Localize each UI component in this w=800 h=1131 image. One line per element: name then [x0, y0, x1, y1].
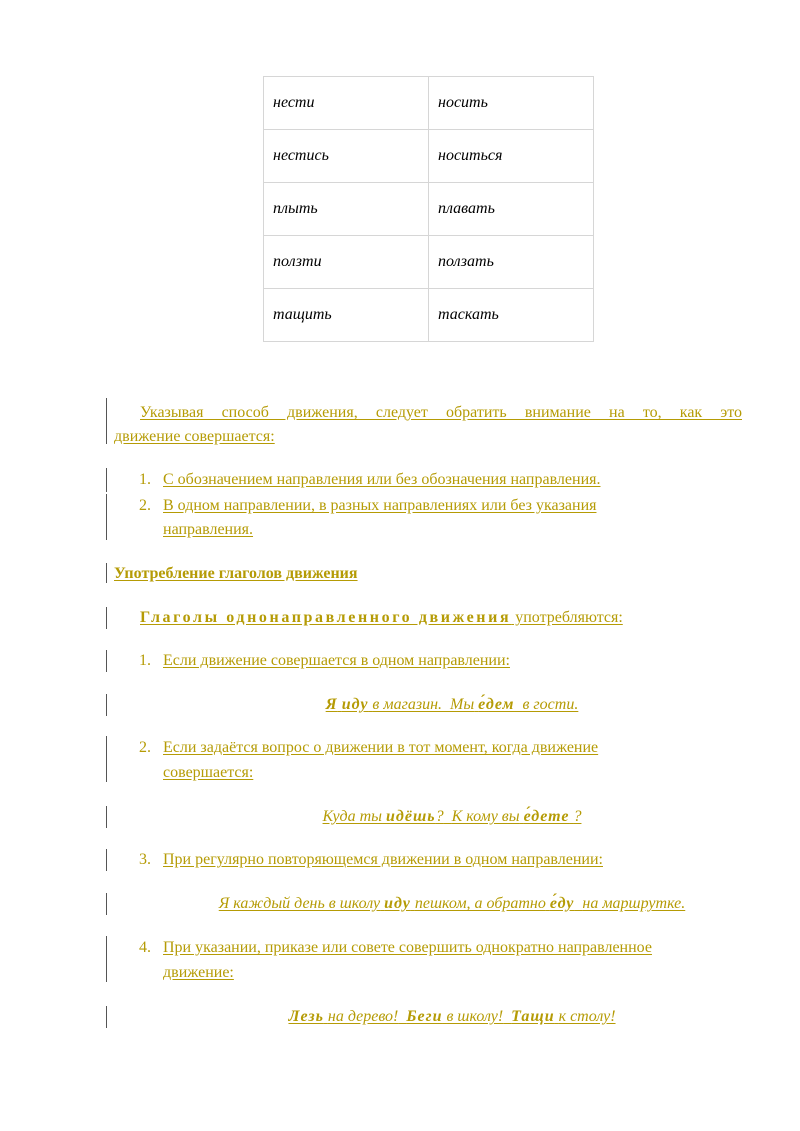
- example-verb: е́ду: [549, 895, 575, 912]
- example-verb: е́дете: [523, 808, 570, 825]
- rule-text: движение:: [163, 964, 234, 981]
- example-sentence: [114, 895, 790, 913]
- example-part: в магазин.: [372, 696, 442, 713]
- example-part: к столу!: [558, 1008, 616, 1025]
- example-part: пешком, а обратно: [414, 895, 546, 912]
- change-bar: [106, 1006, 107, 1028]
- example-part: Я: [325, 696, 338, 713]
- table-cell: нестись: [264, 130, 429, 183]
- table-row: [264, 183, 594, 236]
- list-number: 2.: [139, 739, 151, 756]
- example-verb: иду: [384, 895, 411, 912]
- section-heading: Употребление глаголов движения: [114, 565, 358, 582]
- list-number: 1.: [139, 652, 151, 669]
- change-bar: [106, 936, 107, 982]
- change-bar: [106, 607, 107, 629]
- table-cell: ползать: [429, 236, 594, 289]
- change-bar: [106, 494, 107, 540]
- change-bar: [106, 849, 107, 871]
- table-row: [264, 289, 594, 342]
- rule-item: [139, 939, 652, 957]
- table-cell: носить: [429, 77, 594, 130]
- example-part: на маршрутке.: [582, 895, 686, 912]
- intro-line: Указывая способ движения, следует обратить внимание на то, как это: [140, 404, 742, 421]
- list-number: 4.: [139, 939, 151, 956]
- rule-text: При регулярно повторяющемся движении в одном направлении:: [163, 851, 603, 868]
- list-item: [139, 497, 596, 515]
- example-part: К кому вы: [451, 808, 520, 825]
- table-cell: ползти: [264, 236, 429, 289]
- table-cell: тащить: [264, 289, 429, 342]
- list-number: 3.: [139, 851, 151, 868]
- rule-item: [139, 851, 603, 869]
- table-cell: плыть: [264, 183, 429, 236]
- example-part: Я каждый день в школу: [218, 895, 381, 912]
- example-verb: Тащи: [511, 1008, 555, 1025]
- subheading-bold: Глаголы однонаправленного движения: [140, 609, 512, 626]
- table-cell: таскать: [429, 289, 594, 342]
- rule-item: [139, 739, 598, 757]
- example-verb: Беги: [406, 1008, 443, 1025]
- example-verb: е́дем: [478, 696, 515, 713]
- example-part: ?: [573, 808, 582, 825]
- example-verb: иду: [341, 696, 369, 713]
- change-bar: [106, 650, 107, 672]
- example-part: в гости.: [522, 696, 579, 713]
- example-part: в школу!: [446, 1008, 504, 1025]
- table-cell: плавать: [429, 183, 594, 236]
- table-row: [264, 77, 594, 130]
- change-bar: [106, 806, 107, 828]
- rule-text: Если движение совершается в одном направлении:: [163, 652, 510, 669]
- list-text: В одном направлении, в разных направлениях или без указания: [163, 497, 597, 514]
- change-bar: [106, 893, 107, 915]
- example-part: на дерево!: [327, 1008, 399, 1025]
- table-cell: носиться: [429, 130, 594, 183]
- change-bar: [106, 563, 107, 583]
- example-part: ?: [435, 808, 444, 825]
- rule-text: Если задаётся вопрос о движении в тот момент, когда движение: [163, 739, 599, 756]
- change-bar: [106, 736, 107, 782]
- list-number: 2.: [139, 497, 151, 514]
- example-part: Куда ты: [322, 808, 383, 825]
- rule-text: совершается:: [163, 764, 254, 781]
- example-verb: идёшь: [386, 808, 436, 825]
- example-sentence: [114, 1008, 790, 1026]
- subheading-rest: употребляются:: [511, 609, 623, 626]
- rule-text: При указании, приказе или совете совершить однократно направленное: [163, 939, 652, 956]
- table-row: [264, 130, 594, 183]
- list-number: 1.: [139, 471, 151, 488]
- example-sentence: [114, 696, 790, 714]
- example-part: Мы: [450, 696, 475, 713]
- example-sentence: [114, 808, 790, 826]
- intro-line: движение совершается:: [114, 428, 275, 445]
- table-cell: нести: [264, 77, 429, 130]
- change-bar: [106, 468, 107, 492]
- rule-item: [139, 652, 510, 670]
- example-verb: Лезь: [288, 1008, 324, 1025]
- change-bar: [106, 398, 107, 444]
- change-bar: [106, 694, 107, 716]
- table-row: [264, 236, 594, 289]
- list-text: направления.: [163, 521, 254, 538]
- verbs-table: [263, 76, 594, 342]
- subheading: [140, 609, 623, 627]
- list-text: С обозначением направления или без обозначения направления.: [163, 471, 601, 488]
- list-item: [139, 471, 601, 489]
